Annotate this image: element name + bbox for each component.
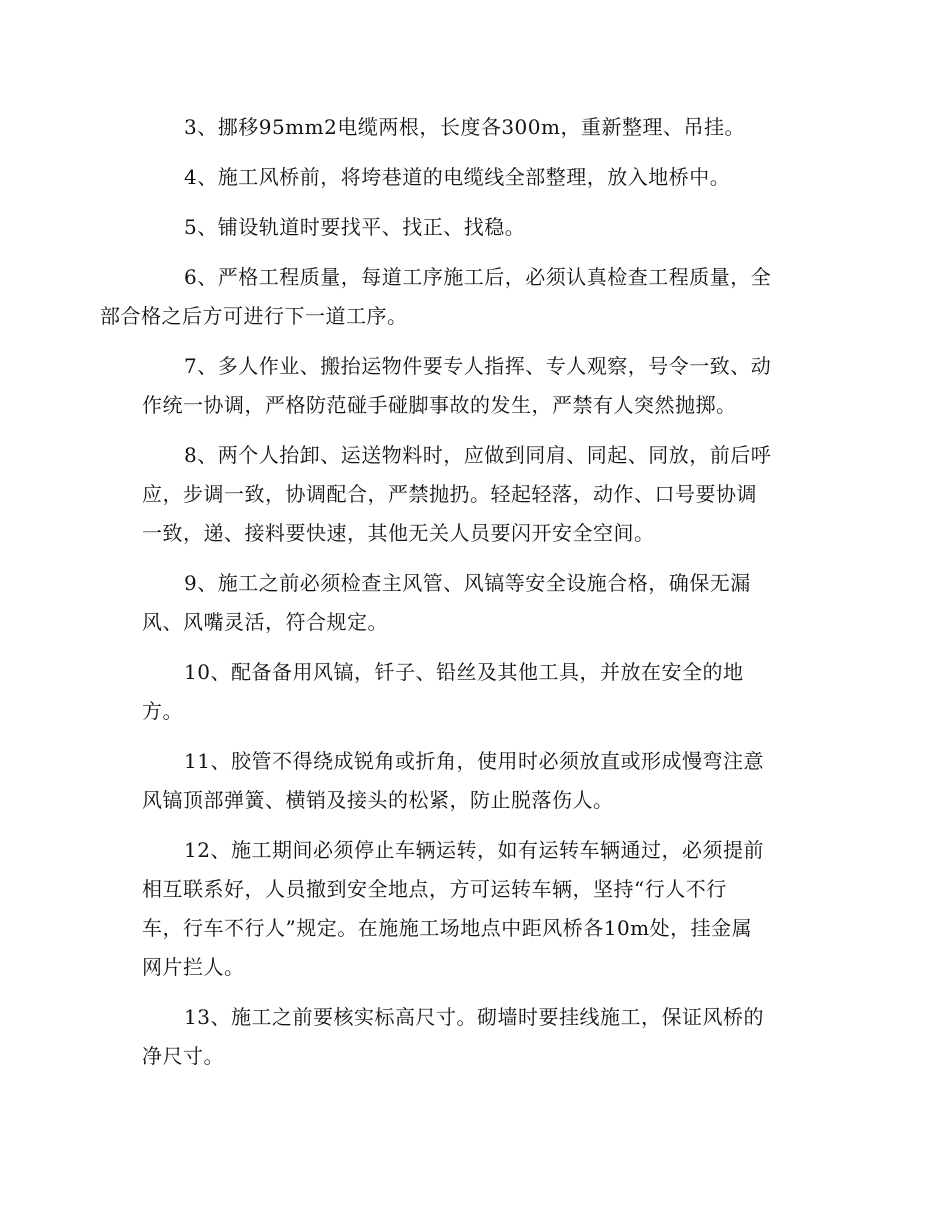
paragraph-10 bbox=[142, 653, 808, 731]
paragraph-line: 4、施工风桥前，将垮巷道的电缆线全部整理，放入地桥中。 bbox=[184, 165, 731, 189]
paragraph-4 bbox=[142, 158, 808, 197]
paragraph-line: 10、配备备用风镐，钎子、铅丝及其他工具，并放在安全的地 bbox=[184, 660, 744, 684]
paragraph-9 bbox=[142, 564, 808, 642]
paragraph-line: 一致，递、接料要快速，其他无关人员要闪开安全空间。 bbox=[142, 521, 655, 545]
paragraph-line: 作统一协调，严格防范碰手碰脚事故的发生，严禁有人突然抛掷。 bbox=[142, 393, 737, 417]
paragraph-8 bbox=[142, 436, 808, 553]
paragraph-line: 12、施工期间必须停止车辆运转，如有运转车辆通过，必须提前 bbox=[184, 838, 764, 862]
paragraph-line: 相互联系好，人员撤到安全地点，方可运转车辆，坚持“行人不行 bbox=[142, 877, 727, 901]
paragraph-line: 风镐顶部弹簧、横销及接头的松紧，防止脱落伤人。 bbox=[142, 788, 614, 812]
paragraph-line: 方。 bbox=[142, 699, 183, 723]
paragraph-line: 13、施工之前要核实标高尺寸。砌墙时要挂线施工，保证风桥的 bbox=[184, 1005, 764, 1029]
paragraph-line: 部合格之后方可进行下一道工序。 bbox=[100, 304, 408, 328]
paragraph-line: 6、严格工程质量，每道工序施工后，必须认真检查工程质量，全 bbox=[184, 265, 772, 289]
paragraph-line: 风、风嘴灵活，符合规定。 bbox=[142, 610, 388, 634]
paragraph-3 bbox=[142, 108, 808, 147]
paragraph-6 bbox=[100, 258, 808, 336]
paragraph-line: 9、施工之前必须检查主风管、风镐等安全设施合格，确保无漏 bbox=[184, 571, 751, 595]
paragraph-line: 11、胶管不得绕成锐角或折角，使用时必须放直或形成慢弯注意 bbox=[184, 749, 764, 773]
paragraph-line: 应，步调一致，协调配合，严禁抛扔。轻起轻落，动作、口号要协调 bbox=[142, 482, 757, 506]
paragraph-line: 8、两个人抬卸、运送物料时，应做到同肩、同起、同放，前后呼 bbox=[184, 443, 772, 467]
paragraph-line: 车，行车不行人”规定。在施施工场地点中距风桥各10m处，挂金属 bbox=[142, 916, 753, 940]
paragraph-line: 网片拦人。 bbox=[142, 955, 245, 979]
paragraph-11 bbox=[142, 742, 808, 820]
paragraph-line: 3、挪移95mm2电缆两根，长度各300m，重新整理、吊挂。 bbox=[184, 115, 745, 139]
paragraph-line: 5、铺设轨道时要找平、找正、找稳。 bbox=[184, 215, 526, 239]
paragraph-line: 7、多人作业、搬抬运物件要专人指挥、专人观察，号令一致、动 bbox=[184, 354, 772, 378]
paragraph-12 bbox=[142, 831, 808, 987]
paragraph-5 bbox=[142, 208, 808, 247]
document-body bbox=[100, 108, 808, 1087]
paragraph-line: 净尺寸。 bbox=[142, 1044, 224, 1068]
paragraph-13 bbox=[142, 998, 808, 1076]
paragraph-7 bbox=[142, 347, 808, 425]
